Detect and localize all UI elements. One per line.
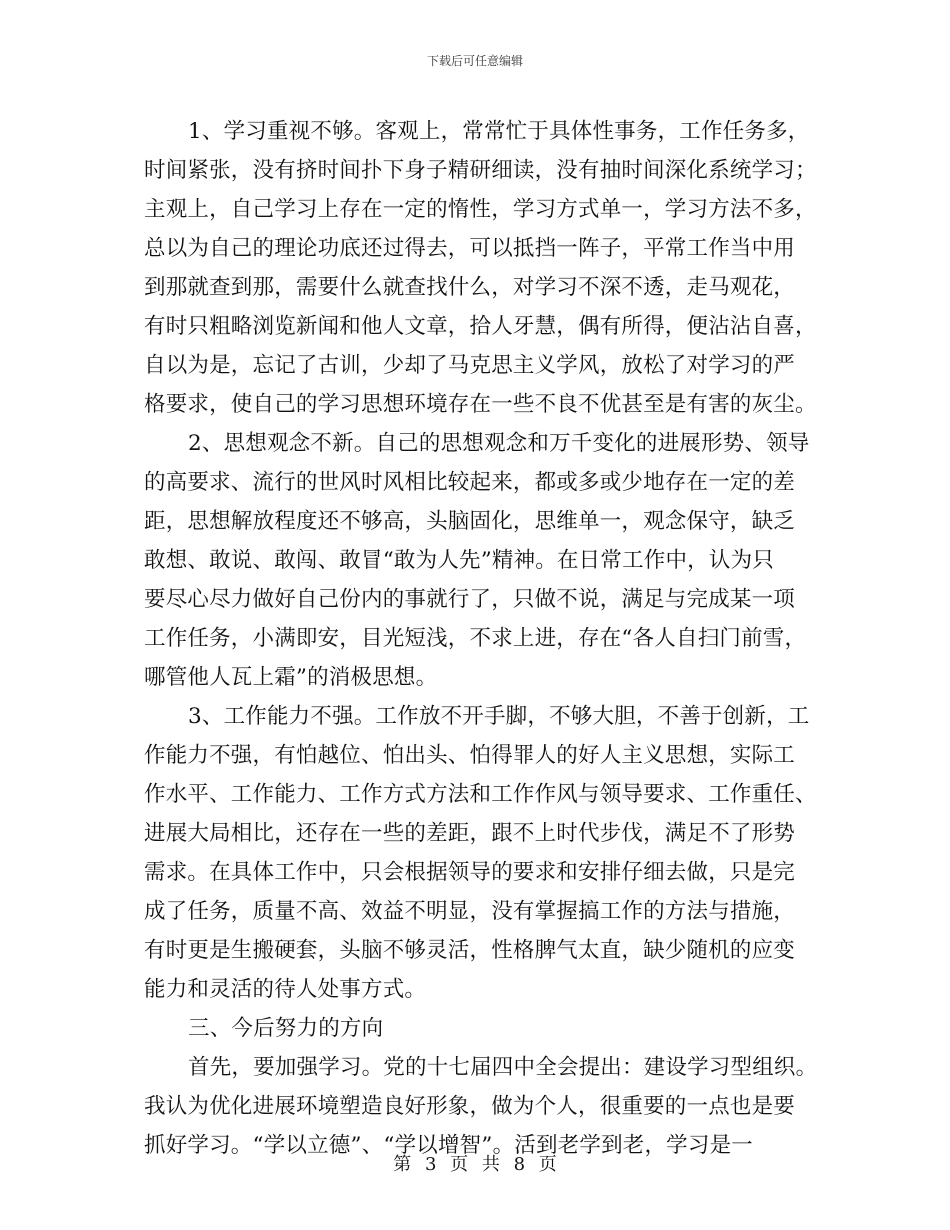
text-line: 工作任务，小满即安，目光短浅，不求上进，存在“各人自扫门前雪，: [144, 626, 807, 651]
text-line: 要尽心尽力做好自己份内的事就行了，只做不说，满足与完成某一项: [144, 587, 796, 612]
text-line: 时间紧张，没有挤时间扑下身子精研细读，没有抽时间深化系统学习；: [144, 158, 817, 183]
text-line: 3、工作能力不强。工作放不开手脚，不够大胆，不善于创新，工: [188, 704, 810, 729]
text-line: 的高要求、流行的世风时风相比较起来，都或多或少地存在一定的差: [144, 470, 796, 495]
footer-page-number: 3: [424, 1154, 437, 1175]
text-line: 有时更是生搬硬套，头脑不够灵活，性格脾气太直，缺少随机的应变: [144, 938, 796, 963]
text-line: 有时只粗略浏览新闻和他人文章，拾人牙慧，偶有所得，便沾沾自喜，: [144, 314, 817, 339]
text-line: 敢想、敢说、敢闯、敢冒“敢为人先”精神。在日常工作中，认为只: [144, 548, 774, 573]
text-line: 需求。在具体工作中，只会根据领导的要求和安排仔细去做，只是完: [144, 860, 796, 885]
text-line: 到那就查到那，需要什么就查找什么，对学习不深不透，走马观花，: [144, 275, 796, 300]
text-line: 作水平、工作能力、工作方式方法和工作作风与领导要求、工作重任、: [144, 782, 817, 807]
text-line: 三、今后努力的方向: [188, 1016, 384, 1041]
text-line: 主观上，自己学习上存在一定的惰性，学习方式单一，学习方法不多，: [144, 197, 817, 222]
footer-gong: 共: [481, 1154, 500, 1175]
text-line: 格要求，使自己的学习思想环境存在一些不良不优甚至是有害的灰尘。: [144, 392, 817, 417]
text-line: 进展大局相比，还存在一些的差距，跟不上时代步伐，满足不了形势: [144, 821, 796, 846]
text-line: 自以为是，忘记了古训，少却了马克思主义学风，放松了对学习的严: [144, 353, 796, 378]
text-line: 2、思想观念不新。自己的思想观念和万千变化的进展形势、领导: [188, 431, 810, 456]
footer-ye-2: 页: [538, 1154, 557, 1175]
text-line: 我认为优化进展环境塑造良好形象，做为个人，很重要的一点也是要: [144, 1094, 796, 1119]
document-body: [144, 112, 818, 1165]
footer-di: 第: [393, 1154, 412, 1175]
page-header: 下载后可任意编辑: [426, 54, 523, 68]
text-line: 能力和灵活的待人处事方式。: [144, 977, 427, 1002]
text-line: 成了任务，质量不高、效益不明显，没有掌握搞工作的方法与措施，: [144, 899, 796, 924]
text-line: 距，思想解放程度还不够高，头脑固化，思维单一，观念保守，缺乏: [144, 509, 796, 534]
text-line: 作能力不强，有怕越位、怕出头、怕得罪人的好人主义思想，实际工: [144, 743, 796, 768]
footer-total-pages: 8: [513, 1154, 526, 1175]
text-line: 哪管他人瓦上霜”的消极思想。: [144, 665, 438, 690]
text-line: 抓好学习。“学以立德”、“学以增智”。活到老学到老，学习是一: [144, 1133, 753, 1158]
text-line: 首先，要加强学习。党的十七届四中全会提出：建设学习型组织。: [188, 1055, 818, 1080]
footer-ye: 页: [450, 1154, 469, 1175]
page-footer: [0, 1150, 950, 1176]
text-line: 总以为自己的理论功底还过得去，可以抵挡一阵子，平常工作当中用: [144, 236, 796, 261]
text-line: 1、学习重视不够。客观上，常常忙于具体性事务，工作任务多，: [188, 119, 810, 144]
